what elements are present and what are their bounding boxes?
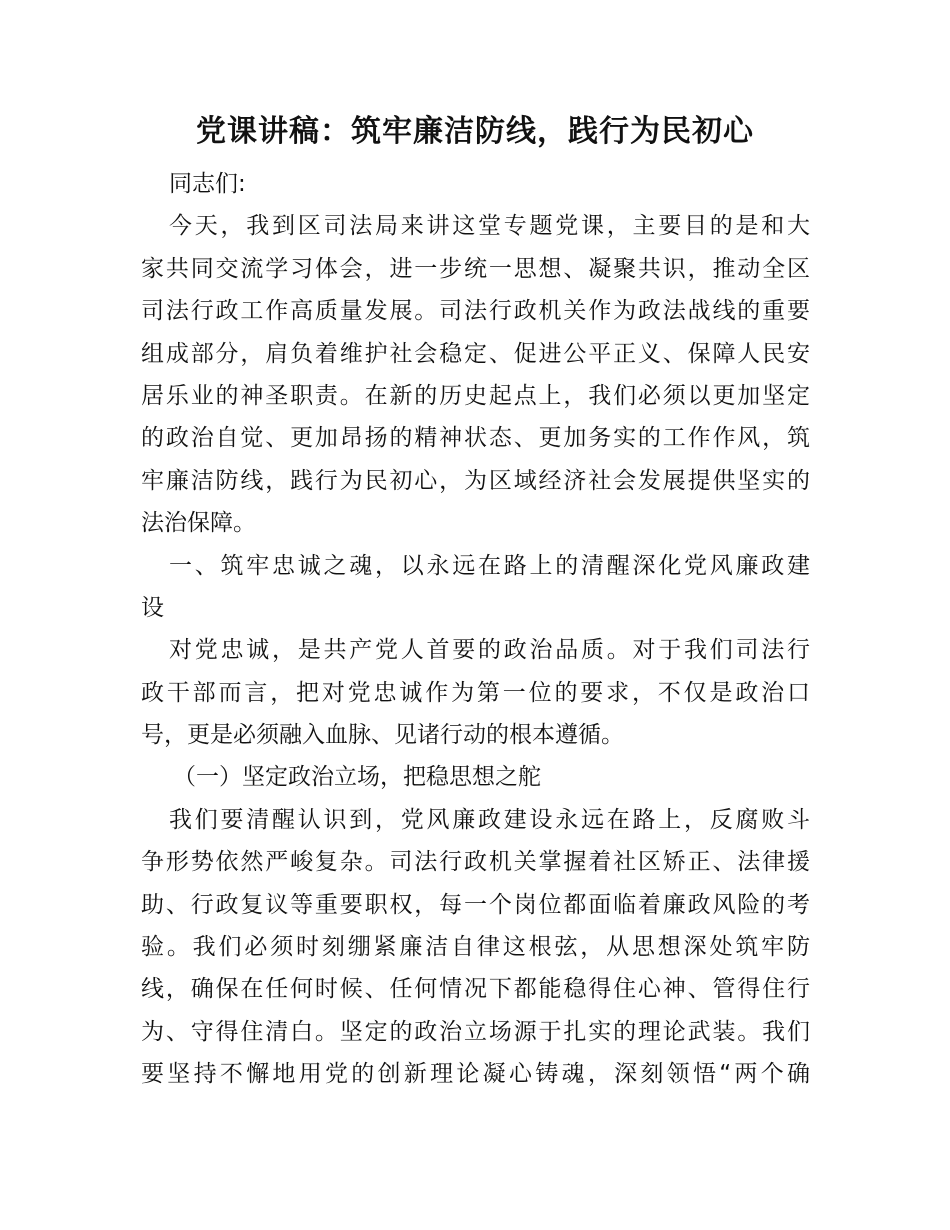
text-line: 我们要清醒认识到，党风廉政建设永远在路上，反腐败斗 [169,806,810,833]
subsection-heading: （一）坚定政治立场，把稳思想之舵 [173,764,541,791]
text-line: 政干部而言，把对党忠诚作为第一位的要求，不仅是政治口 [141,679,810,706]
text-line: 要坚持不懈地用党的创新理论凝心铸魂，深刻领悟“两个确 [141,1061,810,1088]
text-line: 法治保障。 [141,510,256,537]
document-title: 党课讲稿：筑牢廉洁防线，践行为民初心 [196,114,754,149]
text-line: 的政治自觉、更加昂扬的精神状态、更加务实的工作作风，筑 [141,425,810,452]
text-line: 线，确保在任何时候、任何情况下都能稳得住心神、管得住行 [141,976,810,1003]
text-line: 为、守得住清白。坚定的政治立场源于扎实的理论武装。我们 [141,1018,810,1045]
text-line: 居乐业的神圣职责。在新的历史起点上，我们必须以更加坚定 [141,382,810,409]
text-line: 组成部分，肩负着维护社会稳定、促进公平正义、保障人民安 [141,340,810,367]
text-line: 今天，我到区司法局来讲这堂专题党课，主要目的是和大 [169,213,810,240]
salutation: 同志们: [169,171,246,197]
text-line: 司法行政工作高质量发展。司法行政机关作为政法战线的重要 [141,298,810,325]
document-body [141,163,810,1096]
text-line: 验。我们必须时刻绷紧廉洁自律这根弦，从思想深处筑牢防 [141,934,810,961]
text-line: 牢廉洁防线，践行为民初心，为区域经济社会发展提供坚实的 [141,467,810,494]
text-line: 家共同交流学习体会，进一步统一思想、凝聚共识，推动全区 [141,255,810,282]
text-line: 助、行政复议等重要职权，每一个岗位都面临着廉政风险的考 [141,891,810,918]
section-heading-cont: 设 [141,594,164,621]
text-line: 对党忠诚，是共产党人首要的政治品质。对于我们司法行 [169,637,810,664]
section-heading: 一、筑牢忠诚之魂，以永远在路上的清醒深化党风廉政建 [169,552,810,579]
text-line: 争形势依然严峻复杂。司法行政机关掌握着社区矫正、法律援 [141,849,810,876]
text-line: 号，更是必须融入血脉、见诸行动的根本遵循。 [141,722,624,749]
